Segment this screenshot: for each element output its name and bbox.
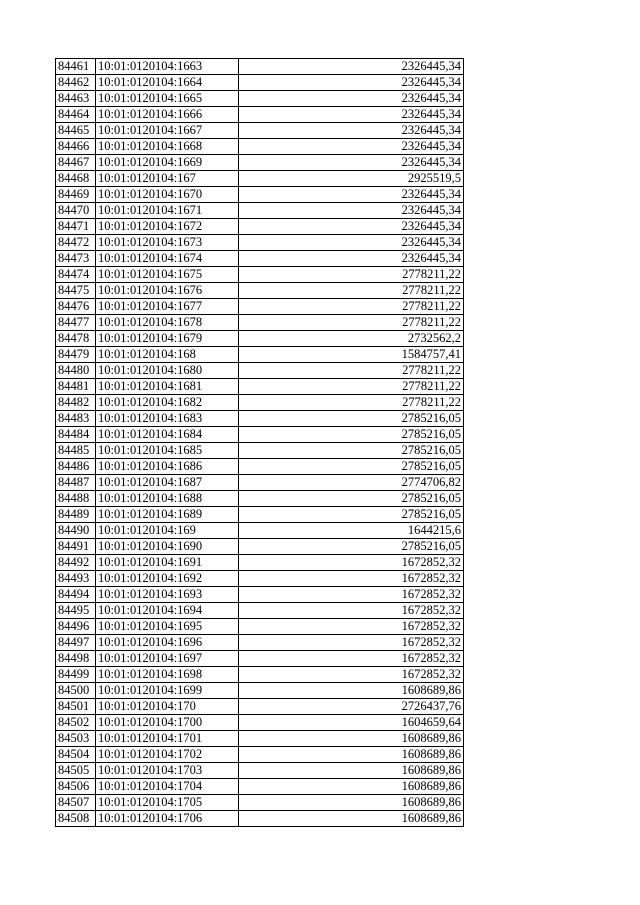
cadastral-number-cell: 10:01:0120104:167 — [96, 171, 239, 187]
cadastral-value-cell: 2778211,22 — [239, 283, 464, 299]
table-row — [56, 491, 464, 507]
table-row — [56, 571, 464, 587]
row-number-cell: 84505 — [56, 763, 96, 779]
cadastral-number-cell: 10:01:0120104:170 — [96, 699, 239, 715]
table-row — [56, 555, 464, 571]
row-number-cell: 84497 — [56, 635, 96, 651]
cadastral-value-cell: 2778211,22 — [239, 315, 464, 331]
cadastral-value-cell: 2326445,34 — [239, 251, 464, 267]
cadastral-value-cell: 2785216,05 — [239, 411, 464, 427]
table-row — [56, 715, 464, 731]
table-row — [56, 139, 464, 155]
cadastral-number-cell: 10:01:0120104:1692 — [96, 571, 239, 587]
cadastral-value-cell: 1672852,32 — [239, 651, 464, 667]
cadastral-value-table — [55, 58, 464, 827]
cadastral-value-cell: 2326445,34 — [239, 59, 464, 75]
row-number-cell: 84467 — [56, 155, 96, 171]
row-number-cell: 84500 — [56, 683, 96, 699]
row-number-cell: 84486 — [56, 459, 96, 475]
row-number-cell: 84499 — [56, 667, 96, 683]
row-number-cell: 84504 — [56, 747, 96, 763]
row-number-cell: 84473 — [56, 251, 96, 267]
cadastral-number-cell: 10:01:0120104:1679 — [96, 331, 239, 347]
cadastral-number-cell: 10:01:0120104:1694 — [96, 603, 239, 619]
cadastral-number-cell: 10:01:0120104:1702 — [96, 747, 239, 763]
table-row — [56, 59, 464, 75]
row-number-cell: 84498 — [56, 651, 96, 667]
table-row — [56, 523, 464, 539]
cadastral-value-cell: 2778211,22 — [239, 299, 464, 315]
table-row — [56, 683, 464, 699]
table-row — [56, 427, 464, 443]
row-number-cell: 84490 — [56, 523, 96, 539]
cadastral-number-cell: 10:01:0120104:1695 — [96, 619, 239, 635]
table-row — [56, 443, 464, 459]
cadastral-number-cell: 10:01:0120104:1696 — [96, 635, 239, 651]
cadastral-value-cell: 1584757,41 — [239, 347, 464, 363]
row-number-cell: 84496 — [56, 619, 96, 635]
cadastral-value-cell: 2785216,05 — [239, 491, 464, 507]
cadastral-number-cell: 10:01:0120104:1663 — [96, 59, 239, 75]
row-number-cell: 84479 — [56, 347, 96, 363]
row-number-cell: 84462 — [56, 75, 96, 91]
row-number-cell: 84483 — [56, 411, 96, 427]
table-row — [56, 731, 464, 747]
row-number-cell: 84471 — [56, 219, 96, 235]
row-number-cell: 84508 — [56, 811, 96, 827]
cadastral-number-cell: 10:01:0120104:1685 — [96, 443, 239, 459]
cadastral-number-cell: 10:01:0120104:1671 — [96, 203, 239, 219]
cadastral-number-cell: 10:01:0120104:1675 — [96, 267, 239, 283]
cadastral-number-cell: 10:01:0120104:1681 — [96, 379, 239, 395]
table-row — [56, 123, 464, 139]
table-row — [56, 331, 464, 347]
cadastral-value-cell: 1644215,6 — [239, 523, 464, 539]
cadastral-value-cell: 2774706,82 — [239, 475, 464, 491]
cadastral-value-cell: 2326445,34 — [239, 235, 464, 251]
table-row — [56, 411, 464, 427]
cadastral-value-cell: 2778211,22 — [239, 395, 464, 411]
cadastral-value-cell: 1672852,32 — [239, 619, 464, 635]
table-row — [56, 251, 464, 267]
cadastral-number-cell: 10:01:0120104:1698 — [96, 667, 239, 683]
table-row — [56, 763, 464, 779]
row-number-cell: 84464 — [56, 107, 96, 123]
row-number-cell: 84494 — [56, 587, 96, 603]
row-number-cell: 84502 — [56, 715, 96, 731]
table-row — [56, 507, 464, 523]
table-row — [56, 107, 464, 123]
cadastral-value-cell: 2785216,05 — [239, 459, 464, 475]
cadastral-value-cell: 2778211,22 — [239, 267, 464, 283]
cadastral-number-cell: 10:01:0120104:1686 — [96, 459, 239, 475]
table-row — [56, 811, 464, 827]
cadastral-number-cell: 10:01:0120104:1706 — [96, 811, 239, 827]
table-row — [56, 539, 464, 555]
table-row — [56, 635, 464, 651]
cadastral-number-cell: 10:01:0120104:1691 — [96, 555, 239, 571]
cadastral-number-cell: 10:01:0120104:1666 — [96, 107, 239, 123]
cadastral-number-cell: 10:01:0120104:1687 — [96, 475, 239, 491]
cadastral-number-cell: 10:01:0120104:1677 — [96, 299, 239, 315]
row-number-cell: 84485 — [56, 443, 96, 459]
table-row — [56, 219, 464, 235]
cadastral-number-cell: 10:01:0120104:1704 — [96, 779, 239, 795]
table-row — [56, 347, 464, 363]
table-row — [56, 747, 464, 763]
row-number-cell: 84495 — [56, 603, 96, 619]
row-number-cell: 84506 — [56, 779, 96, 795]
cadastral-number-cell: 10:01:0120104:1690 — [96, 539, 239, 555]
cadastral-number-cell: 10:01:0120104:1689 — [96, 507, 239, 523]
table-row — [56, 699, 464, 715]
table-row — [56, 475, 464, 491]
cadastral-value-cell: 1608689,86 — [239, 811, 464, 827]
table-row — [56, 587, 464, 603]
cadastral-number-cell: 10:01:0120104:1674 — [96, 251, 239, 267]
table-row — [56, 315, 464, 331]
row-number-cell: 84501 — [56, 699, 96, 715]
cadastral-number-cell: 10:01:0120104:169 — [96, 523, 239, 539]
cadastral-value-cell: 2326445,34 — [239, 75, 464, 91]
row-number-cell: 84481 — [56, 379, 96, 395]
cadastral-value-cell: 1604659,64 — [239, 715, 464, 731]
table-row — [56, 91, 464, 107]
table-row — [56, 267, 464, 283]
cadastral-value-cell: 1672852,32 — [239, 555, 464, 571]
cadastral-number-cell: 10:01:0120104:1672 — [96, 219, 239, 235]
cadastral-value-cell: 2326445,34 — [239, 203, 464, 219]
cadastral-value-cell: 2925519,5 — [239, 171, 464, 187]
cadastral-number-cell: 10:01:0120104:1665 — [96, 91, 239, 107]
cadastral-number-cell: 10:01:0120104:1683 — [96, 411, 239, 427]
cadastral-value-cell: 2785216,05 — [239, 427, 464, 443]
cadastral-number-cell: 10:01:0120104:1684 — [96, 427, 239, 443]
row-number-cell: 84477 — [56, 315, 96, 331]
table-row — [56, 795, 464, 811]
table-row — [56, 171, 464, 187]
cadastral-number-cell: 10:01:0120104:1673 — [96, 235, 239, 251]
cadastral-number-cell: 10:01:0120104:1670 — [96, 187, 239, 203]
cadastral-number-cell: 10:01:0120104:1664 — [96, 75, 239, 91]
table-row — [56, 651, 464, 667]
row-number-cell: 84507 — [56, 795, 96, 811]
cadastral-number-cell: 10:01:0120104:1699 — [96, 683, 239, 699]
row-number-cell: 84484 — [56, 427, 96, 443]
cadastral-value-cell: 2785216,05 — [239, 443, 464, 459]
cadastral-value-cell: 1608689,86 — [239, 747, 464, 763]
row-number-cell: 84476 — [56, 299, 96, 315]
cadastral-value-cell: 2326445,34 — [239, 107, 464, 123]
cadastral-value-cell: 2326445,34 — [239, 187, 464, 203]
cadastral-value-cell: 1608689,86 — [239, 683, 464, 699]
table-row — [56, 75, 464, 91]
row-number-cell: 84503 — [56, 731, 96, 747]
cadastral-number-cell: 10:01:0120104:1697 — [96, 651, 239, 667]
cadastral-number-cell: 10:01:0120104:1669 — [96, 155, 239, 171]
row-number-cell: 84461 — [56, 59, 96, 75]
cadastral-number-cell: 10:01:0120104:1688 — [96, 491, 239, 507]
row-number-cell: 84492 — [56, 555, 96, 571]
cadastral-number-cell: 10:01:0120104:1668 — [96, 139, 239, 155]
table-row — [56, 779, 464, 795]
table-row — [56, 395, 464, 411]
cadastral-value-cell: 1608689,86 — [239, 731, 464, 747]
cadastral-value-cell: 1672852,32 — [239, 571, 464, 587]
row-number-cell: 84491 — [56, 539, 96, 555]
table-row — [56, 459, 464, 475]
cadastral-value-cell: 1672852,32 — [239, 667, 464, 683]
row-number-cell: 84463 — [56, 91, 96, 107]
cadastral-number-cell: 10:01:0120104:1700 — [96, 715, 239, 731]
cadastral-value-cell: 2726437,76 — [239, 699, 464, 715]
row-number-cell: 84493 — [56, 571, 96, 587]
row-number-cell: 84487 — [56, 475, 96, 491]
cadastral-value-cell: 1608689,86 — [239, 795, 464, 811]
cadastral-value-cell: 2326445,34 — [239, 155, 464, 171]
cadastral-number-cell: 10:01:0120104:1682 — [96, 395, 239, 411]
table-row — [56, 299, 464, 315]
cadastral-value-cell: 2778211,22 — [239, 379, 464, 395]
cadastral-number-cell: 10:01:0120104:1667 — [96, 123, 239, 139]
row-number-cell: 84465 — [56, 123, 96, 139]
row-number-cell: 84478 — [56, 331, 96, 347]
row-number-cell: 84475 — [56, 283, 96, 299]
cadastral-number-cell: 10:01:0120104:1703 — [96, 763, 239, 779]
table-row — [56, 667, 464, 683]
row-number-cell: 84469 — [56, 187, 96, 203]
row-number-cell: 84489 — [56, 507, 96, 523]
row-number-cell: 84468 — [56, 171, 96, 187]
table-body — [56, 59, 464, 827]
row-number-cell: 84470 — [56, 203, 96, 219]
cadastral-value-cell: 2326445,34 — [239, 139, 464, 155]
cadastral-number-cell: 10:01:0120104:1678 — [96, 315, 239, 331]
table-row — [56, 235, 464, 251]
cadastral-value-cell: 2778211,22 — [239, 363, 464, 379]
table-row — [56, 283, 464, 299]
table-row — [56, 203, 464, 219]
cadastral-value-cell: 1672852,32 — [239, 587, 464, 603]
row-number-cell: 84482 — [56, 395, 96, 411]
cadastral-value-cell: 1672852,32 — [239, 635, 464, 651]
cadastral-value-cell: 2326445,34 — [239, 123, 464, 139]
row-number-cell: 84472 — [56, 235, 96, 251]
cadastral-value-cell: 2326445,34 — [239, 219, 464, 235]
row-number-cell: 84488 — [56, 491, 96, 507]
cadastral-value-cell: 2326445,34 — [239, 91, 464, 107]
cadastral-value-cell: 2732562,2 — [239, 331, 464, 347]
cadastral-value-cell: 1672852,32 — [239, 603, 464, 619]
cadastral-number-cell: 10:01:0120104:1701 — [96, 731, 239, 747]
row-number-cell: 84474 — [56, 267, 96, 283]
cadastral-number-cell: 10:01:0120104:1680 — [96, 363, 239, 379]
cadastral-number-cell: 10:01:0120104:1705 — [96, 795, 239, 811]
cadastral-value-cell: 2785216,05 — [239, 539, 464, 555]
table-row — [56, 363, 464, 379]
table-row — [56, 619, 464, 635]
table-row — [56, 603, 464, 619]
row-number-cell: 84480 — [56, 363, 96, 379]
table-row — [56, 187, 464, 203]
cadastral-value-cell: 2785216,05 — [239, 507, 464, 523]
cadastral-number-cell: 10:01:0120104:168 — [96, 347, 239, 363]
table-row — [56, 155, 464, 171]
table-row — [56, 379, 464, 395]
row-number-cell: 84466 — [56, 139, 96, 155]
cadastral-value-cell: 1608689,86 — [239, 763, 464, 779]
cadastral-number-cell: 10:01:0120104:1693 — [96, 587, 239, 603]
cadastral-number-cell: 10:01:0120104:1676 — [96, 283, 239, 299]
cadastral-value-cell: 1608689,86 — [239, 779, 464, 795]
